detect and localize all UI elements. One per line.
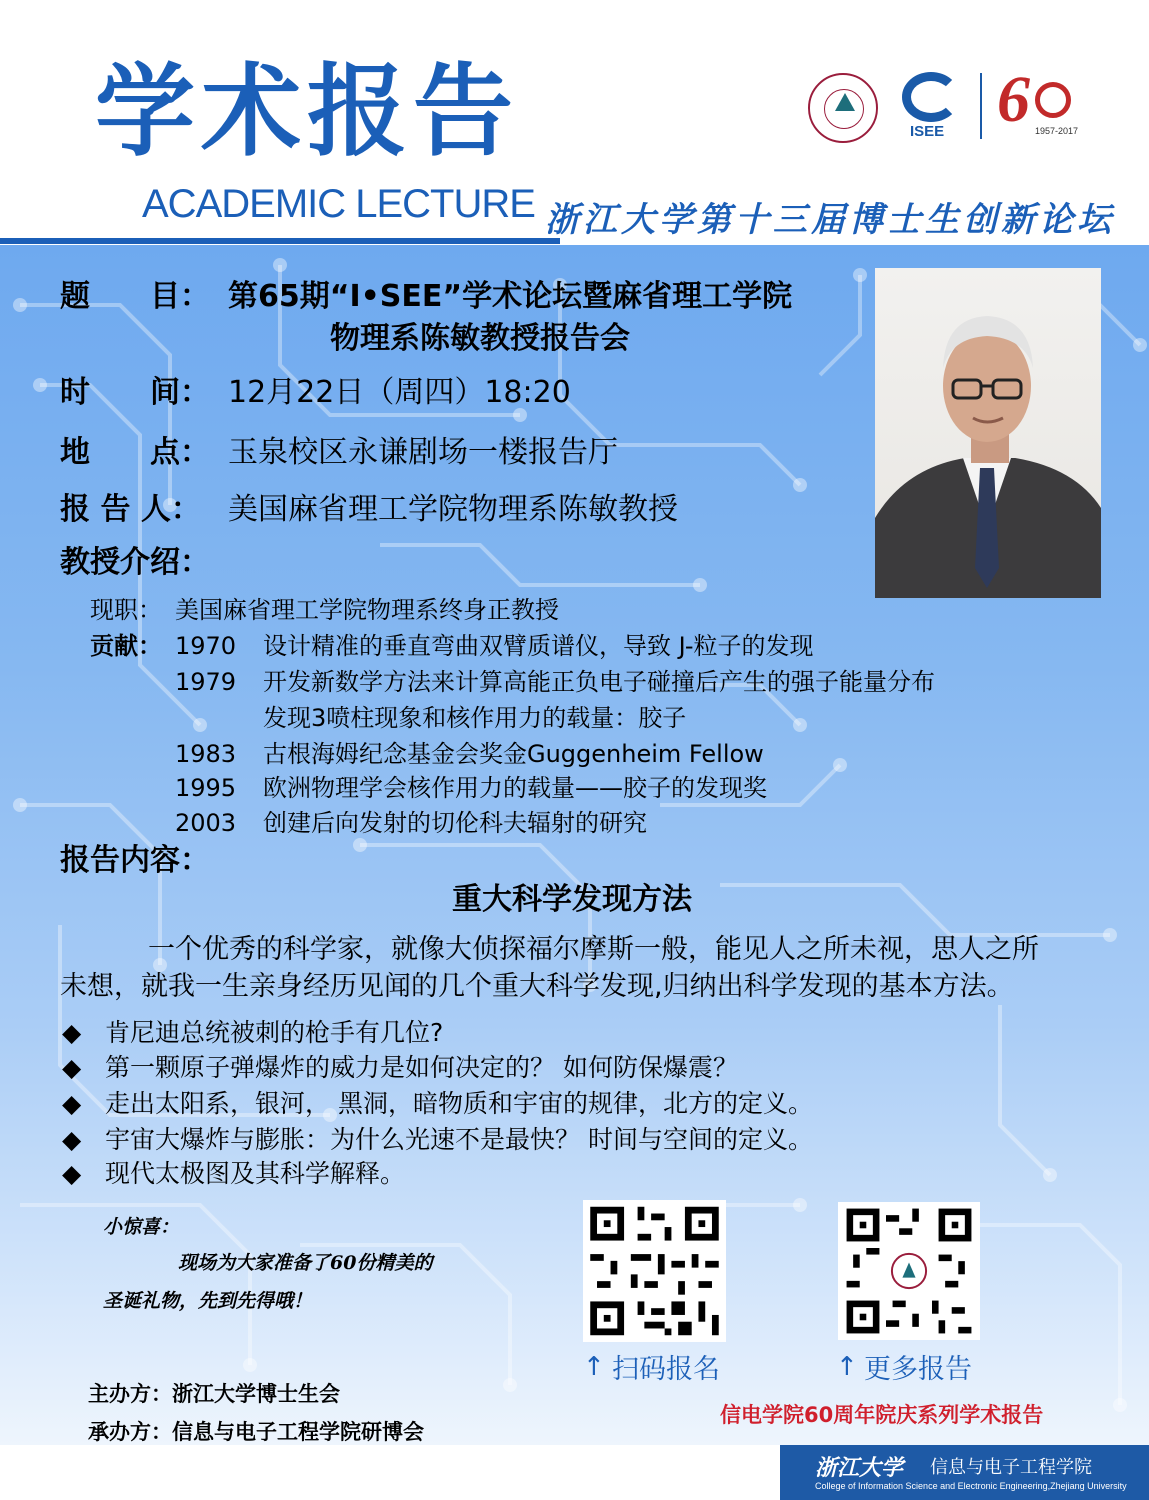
- abstract-line-2: 未想，就我一生亲身经历见闻的几个重大科学发现,归纳出科学发现的基本方法。: [60, 971, 1014, 1002]
- more-lectures-qr-code[interactable]: [838, 1202, 980, 1340]
- contribution-year: 2003: [175, 809, 237, 837]
- anniversary-years: 1957-2017: [1035, 126, 1079, 136]
- surprise-line-2: 圣诞礼物，先到先得哦！: [103, 1290, 313, 1312]
- college-name-english: College of Information Science and Electronic Engineering,Zhejiang University: [815, 1481, 1127, 1491]
- bullet-icon: ◆: [62, 1053, 82, 1082]
- college-banner: [780, 1445, 1149, 1500]
- contribution-label: 贡献：: [90, 632, 162, 660]
- header-divider: [0, 238, 560, 244]
- arrow-up-icon: ↑: [836, 1352, 858, 1382]
- isee-logo: [898, 72, 968, 142]
- bullet-item: 走出太阳系，银河， 黑洞，暗物质和宇宙的规律，北方的定义。: [105, 1089, 813, 1118]
- topic-line-2: 物理系陈敏教授报告会: [330, 321, 630, 356]
- contribution-year: 1983: [175, 740, 237, 768]
- contribution-text: 创建后向发射的切伦科夫辐射的研究: [263, 809, 647, 837]
- topic-label: 题 目：: [60, 279, 210, 314]
- isee-logo-ring: [902, 72, 960, 122]
- registration-qr-code[interactable]: [583, 1200, 726, 1342]
- organizing-committee: 承办方：信息与电子工程学院研博会: [88, 1420, 424, 1444]
- anniversary-series-label: 信电学院60周年院庆系列学术报告: [720, 1403, 1044, 1427]
- host-organization: 主办方：浙江大学博士生会: [88, 1382, 340, 1406]
- speaker-label: 报 告 人：: [60, 492, 201, 527]
- arrow-up-icon: ↑: [583, 1352, 605, 1382]
- logo-separator: [980, 73, 982, 139]
- register-qr-label: 扫码报名: [612, 1354, 720, 1385]
- bullet-icon: ◆: [62, 1089, 82, 1118]
- bullet-icon: ◆: [62, 1018, 82, 1047]
- poster-title-english: ACADEMIC LECTURE: [142, 182, 535, 226]
- topic-line-1: 第65期“I•SEE”学术论坛暨麻省理工学院: [228, 279, 793, 314]
- isee-logo-text: ISEE: [910, 123, 945, 140]
- anniversary-60-logo: [995, 63, 1085, 140]
- more-lectures-label: 更多报告: [864, 1354, 972, 1385]
- time-value: 12月22日（周四）18:20: [228, 375, 571, 410]
- contribution-text: 开发新数学方法来计算高能正负电子碰撞后产生的强子能量分布: [263, 668, 935, 696]
- anniversary-six: 6: [997, 63, 1030, 136]
- doctoral-association-logo: [808, 73, 878, 143]
- bullet-icon: ◆: [62, 1159, 82, 1188]
- bullet-item: 现代太极图及其科学解释。: [105, 1159, 406, 1188]
- surprise-line-1: 现场为大家准备了60份精美的: [178, 1252, 433, 1274]
- logo-emblem: [835, 93, 855, 111]
- bullet-item: 第一颗原子弹爆炸的威力是如何决定的？ 如何防保爆震？: [105, 1053, 738, 1082]
- place-label: 地 点：: [60, 435, 210, 470]
- forum-name: 浙江大学第十三届博士生创新论坛: [545, 200, 1115, 240]
- abstract-line-1: 一个优秀的科学家，就像大侦探福尔摩斯一般，能见人之所未视，思人之所: [148, 934, 1039, 965]
- bullet-item: 肯尼迪总统被刺的枪手有几位?: [105, 1018, 444, 1047]
- bullet-icon: ◆: [62, 1125, 82, 1154]
- lecture-subtitle: 重大科学发现方法: [452, 882, 692, 917]
- bullet-item: 宇宙大爆炸与膨胀：为什么光速不是最快？ 时间与空间的定义。: [105, 1125, 813, 1154]
- contribution-text: 设计精准的垂直弯曲双臂质谱仪，导致 J-粒子的发现: [263, 632, 814, 660]
- profile-heading: 教授介绍：: [60, 545, 210, 580]
- place-value: 玉泉校区永谦剧场一楼报告厅: [228, 435, 618, 470]
- contribution-text: 古根海姆纪念基金会奖金Guggenheim Fellow: [263, 740, 764, 768]
- position-value: 美国麻省理工学院物理系终身正教授: [175, 596, 559, 624]
- university-name: 浙江大学: [815, 1455, 904, 1481]
- contribution-text: 发现3喷柱现象和核作用力的载量：胶子: [263, 704, 687, 732]
- contribution-year: 1970: [175, 632, 237, 660]
- speaker-photo: [875, 268, 1101, 598]
- speaker-value: 美国麻省理工学院物理系陈敏教授: [228, 492, 678, 527]
- content-heading: 报告内容：: [60, 843, 210, 878]
- contribution-year: 1995: [175, 774, 237, 802]
- poster-title: 学术报告: [95, 53, 519, 170]
- college-name: 信息与电子工程学院: [930, 1457, 1092, 1478]
- time-label: 时 间：: [60, 375, 210, 410]
- position-label: 现职：: [90, 596, 162, 624]
- contribution-text: 欧洲物理学会核作用力的载量——胶子的发现奖: [263, 774, 767, 802]
- poster-header: [0, 0, 1149, 245]
- contribution-year: 1979: [175, 668, 237, 696]
- anniversary-zero: [1035, 82, 1071, 118]
- surprise-heading: 小惊喜：: [103, 1216, 180, 1238]
